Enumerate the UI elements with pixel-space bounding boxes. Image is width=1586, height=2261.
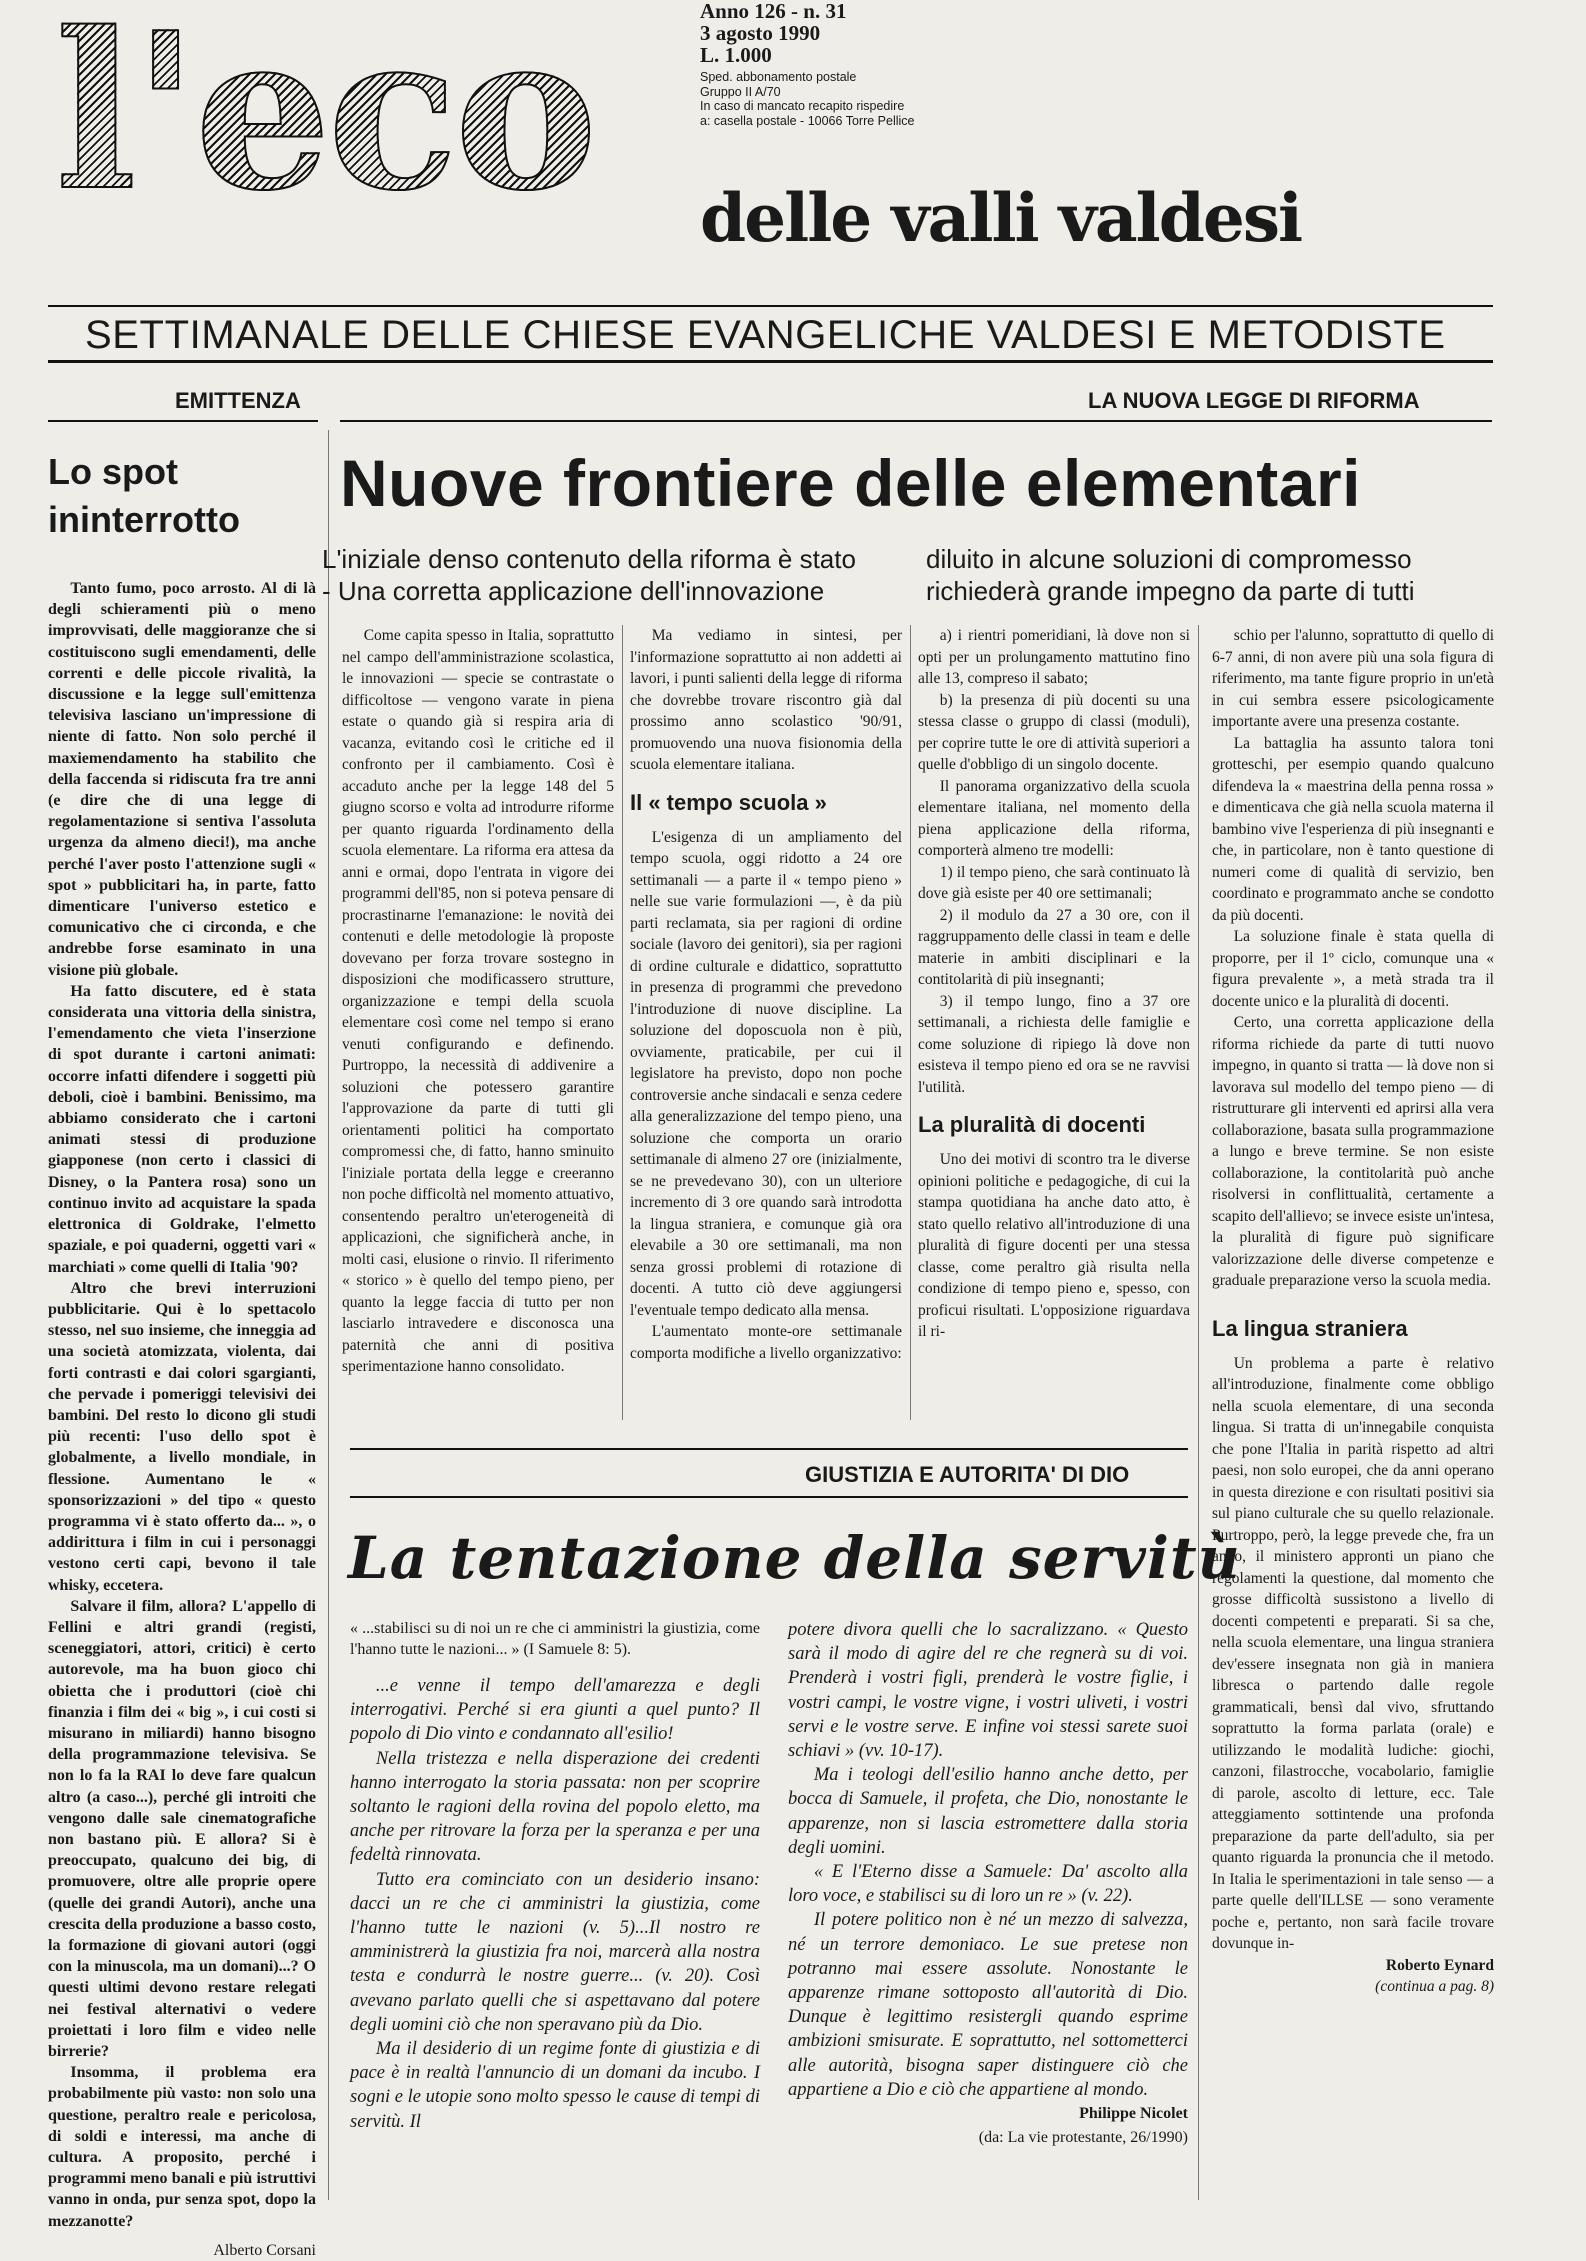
main-kicker: LA NUOVA LEGGE DI RIFORMA <box>1088 388 1420 413</box>
paragraph: Ha fatto discutere, ed è stata considerata una vittoria della sinistra, l'emendamento che vieta l'inserzione di spot durante i cartoni animati: occorre infatti difendere i soggetti più deboli, cioè i bambini. Benissimo, ma abbiamo considerato che i cartoni animati stessi di produzione giapponese (non certo i classici di Disney, o la Pantera rosa) sono un continuo invito ad acquistare la spada elettronica di Goldrake, l'elmetto spaziale, e poi quaderni, oggetti vari « marchiati » come quelli di Italia '90? <box>48 982 316 1276</box>
left-headline: Lo spot ininterrotto <box>48 451 240 540</box>
postal-line: Sped. abbonamento postale <box>700 70 857 84</box>
paragraph: La soluzione finale è stata quella di proporre, per il 1º ciclo, comunque una « figura prevalente », a metà strada tra il docente unico e la pluralità di docenti. <box>1212 928 1494 1010</box>
paragraph: L'aumentato monte-ore settimanale comporta modifiche a livello organizzativo: <box>630 1323 902 1362</box>
paragraph: potere divora quelli che lo sacralizzano. « Questo sarà il modo di agire del re che regnerà su di voi. Prenderà i vostri figli, prenderà le vostre figlie, i vostri campi, le vostre vigne, i vostri uliveti, i vostri servi e le vostre serve. E infine voi stessi sarete suoi schiavi » (vv. 10-17). <box>788 1620 1188 1762</box>
paragraph: Come capita spesso in Italia, soprattutto nel campo dell'amministrazione scolastica, le innovazioni — specie se contrastate o difficoltose — vengono varate in piena estate o quando già si respira aria di vacanza, evitando così le critiche ed il confronto per il cambiamento. Così è accaduto anche per la legge 148 del 5 giugno scorso e volta ad introdurre riforme per quanto riguarda l'ordinamento della scuola elementare. La riforma era attesa da anni e ormai, dopo l'entrata in vigore dei programmi dell'85, non si poteva pensare di procrastinarne l'emanazione: le novità dei contenuti e delle metodologie là proposte dovevano per forza trovare sostegno in disposizioni che modificassero strutture, organizzazione e tempi della scuola elementare così come nel tempo si erano venuti configurando e definendo. Purtroppo, la necessità di addivenire a soluzioni che potessero garantire l'approvazione da parte di tutti gli orientamenti politici ha comportato compromessi che, di fatto, hanno sminuito l'iniziale portata della legge e creeranno non poche difficoltà nel momento attuativo, consentendo peraltro un'eterogeneità di applicazioni, che significherà anche, in molti casi, elusione o rinvio. Il riferimento « storico » è quello del tempo pieno, per quanto la legge faccia di tutto per non lasciarlo intravedere e disconosca una paternità che anni di positiva sperimentazione hanno consolidato. <box>342 627 614 1375</box>
issue-date: 3 agosto 1990 <box>700 21 821 45</box>
paragraph: Nella tristezza e nella disperazione dei credenti hanno interrogato la storia passata: non per scoprire soltanto le ragioni della rovina del popolo eletto, ma anche per ritrovare la forza per la speranza e per una fedeltà rinnovata. <box>350 1748 760 1866</box>
story2-headline: La tentazione della servitù <box>348 1524 1241 1592</box>
main-headline: Nuove frontiere delle elementari <box>340 446 1361 520</box>
paragraph: b) la presenza di più docenti su una stessa classe o gruppo di classi (moduli), per coprire tutte le ore di attività superiori a quelle d'obbligo di un singolo docente. <box>918 691 1190 773</box>
masthead-rule <box>48 360 1493 363</box>
section-rule <box>350 1448 1188 1450</box>
kicker-rule <box>340 420 1492 422</box>
column-divider <box>622 625 623 1420</box>
masthead-rule <box>48 305 1493 307</box>
column-divider <box>328 430 329 2200</box>
deck-line: L'iniziale denso contenuto della riforma è stato <box>322 544 856 574</box>
paragraph: Ma vediamo in sintesi, per l'informazione soprattutto ai non addetti ai lavori, i punti salienti della legge di riforma che dovrebbe trovare riscontro già dal prossimo anno scolastico '90/91, promuovendo una nuova fisionomia della scuola elementare italiana. <box>630 627 902 773</box>
paragraph: Insomma, il problema era probabilmente più vasto: non solo una questione, peraltro reale e pericolosa, di soldi e interessi, ma anche di cultura. A proposito, perché i programmi meno banali e più istruttivi vanno in onda, pur senza spot, dopo la mezzanotte? <box>48 2064 316 2230</box>
paragraph: 1) il tempo pieno, che sarà continuato là dove già esiste per 40 ore settimanali; <box>918 863 1190 902</box>
subhead-pluralita: La pluralità di docenti <box>918 1112 1146 1137</box>
column-divider <box>910 625 911 1420</box>
continued-note: (continua a pag. 8) <box>1375 1978 1494 1995</box>
paragraph: Il potere politico non è né un mezzo di salvezza, né un terrore demoniaco. Le sue pretese non potranno mai essere assolute. Nonostante le apparenze rimane sottoposto all'autorità di Dio. Dunque è legittimo resistergli quando esprime ambizioni smisurate. E soprattutto, nel sottometterci alle autorità, bisogna saper distinguere ciò che appartiene a Dio e ciò che appartiene al mondo. <box>788 1910 1188 2100</box>
postal-line: In caso di mancato recapito rispedire <box>700 99 905 113</box>
paragraph: « E l'Eterno disse a Samuele: Da' ascolto alla loro voce, e stabilisci su di loro un re » (v. 22). <box>788 1862 1188 1907</box>
postal-line: a: casella postale - 10066 Torre Pellice <box>700 113 915 128</box>
main-col-4 <box>1212 625 1494 2210</box>
paragraph: Certo, una corretta applicazione della riforma richiede da parte di tutti nuovo impegno, in quanto si tratta — là dove non si lavorava sul modello del tempo pieno — di ristrutturare gli interventi ed aprirsi alla vera collaborazione, basata sulla programmazione a lungo e breve termine. Se non esiste collaborazione, la contitolarità può anche risolversi in conflittualità, certamente a scapito dell'allievo; se invece esiste un'intesa, la pluralità di figure può significare valorizzazione delle diverse competenze e graduale preparazione verso la scuola media. <box>1212 1014 1494 1289</box>
paragraph: L'esigenza di un ampliamento del tempo scuola, oggi ridotto a 24 ore settimanali — a parte il « tempo pieno » nelle sue varie formulazioni —, è da più parti reclamata, sia per ragioni di ordine sociale (lavoro dei genitori), sia per ragioni di ordine culturale e didattico, soprattutto in presenza di programmi che prevedono l'introduzione di nuove discipline. La soluzione del doposcuola non è più, ovviamente, praticabile, per cui il legislatore ha previsto, dopo non poche controversie anche sindacali e senza cedere alla generalizzazione del tempo pieno, una soluzione che comporta un orario settimanale di almeno 27 ore (inizialmente, se ne prevedevano 30), con un ulteriore incremento di 3 ore quando sarà introdotta la lingua straniera, e comunque già ora elevabile a 30 ore settimanali, ma non senza grossi problemi di rotazione di docenti. A tutto ciò deve aggiungersi l'eventuale tempo dedicato alla mensa. <box>630 828 902 1319</box>
paragraph: schio per l'alunno, soprattutto di quello di 6-7 anni, di non avere più una sola figura di riferimento, ma tante figure proprio in un'età in cui sembra essere psicologicamente importante avere una presenza costante. <box>1212 627 1494 730</box>
issue-number: Anno 126 - n. 31 <box>700 0 847 23</box>
column-divider <box>1198 625 1199 2200</box>
paragraph: Tutto era cominciato con un desiderio insano: dacci un re che ci amministri la giustizia, come l'hanno tutte le nazioni (v. 5)...Il nostro re amministrerà la giustizia fra noi, marcerà alla nostra testa e condurrà le nostre guerre... (v. 20). Così avevano parlato quelli che si aspettavano dal potere degli uomini ciò che non speravano più da Dio. <box>350 1869 760 2035</box>
paragraph: Uno dei motivi di scontro tra le diverse opinioni politiche e pedagogiche, di cui la stampa quotidiana ha anche dato atto, è stato quello relativo all'introduzione di una pluralità di figure docenti per una stessa classe, come peraltro già risulta nella condizione di tempo pieno e, spesso, con proficui risultati. L'opposizione riguardava il ri- <box>918 1151 1190 1340</box>
source-note: (da: La vie protestante, 26/1990) <box>978 2129 1188 2147</box>
issue-info <box>700 0 1000 128</box>
masthead-title: delle valli valdesi <box>700 179 1302 257</box>
author: Philippe Nicolet <box>1079 2105 1188 2123</box>
deck-line: - Una corretta applicazione dell'innovazione <box>322 576 825 606</box>
paragraph: Ma i teologi dell'esilio hanno anche detto, per bocca di Samuele, il profeta, che Dio, nonostante le apparenze, non si lascia estromettere dalla storia degli uomini. <box>788 1765 1188 1858</box>
paragraph: Altro che brevi interruzioni pubblicitarie. Qui è lo spettacolo stesso, nel suo insieme, che inneggia ad una società atomizzata, violenta, dai forti contrasti e dai colori sgargianti, che pervade i pomeriggi televisivi dei bambini. Del resto lo dicono gli studi più recenti: l'uso dello spot è globalmente, a livello mondiale, in flessione. Aumentano le « sponsorizzazioni » del tipo « questo programma vi è stato offerto da... », o addirittura i film in cui i personaggi vestono certi capi, bevono il tale whisky, eccetera. <box>48 1279 316 1594</box>
paragraph: Salvare il film, allora? L'appello di Fellini e altri grandi (registi, sceneggiatori, attori, critici) è certo autorevole, ma ha buon gioco chi obietta che i produttori (cioè chi finanzia i film dei « big », i cui costi si misurano in miliardi) hanno bisogno della programmazione televisiva. Se non lo fa la RAI lo deve fare qualcun altro (a caso...), perché gli introiti che vengono dalle sale cinematografiche non bastano più. E allora? Si è preoccupato, qualcuno dei big, di promuovere, oltre alle proprie opere (quelle dei grandi Autori), anche una crescita della produzione a basso costo, la formazione di giovani autori (oggi con la minuscola, ma un domani)...? O questi ultimi devono restare relegati nei festival alternativi o vedere proiettati i loro film e video nelle birrerie? <box>48 1597 316 2061</box>
issue-price: L. 1.000 <box>700 43 772 67</box>
paragraph: ...e venne il tempo dell'amarezza e degli interrogativi. Perché si era giunti a quel punto? Il popolo di Dio vinto e condannato all'esilio! <box>350 1676 760 1745</box>
paragraph: Tanto fumo, poco arrosto. Al di là degli schieramenti più o meno improvvisati, delle maggioranze che si costituiscono sugli emendamenti, delle correnti e delle piccole rivalità, la discussione e la legge sull'emittenza televisiva lasciano un'impressione di niente di fatto. Non solo perché il maxiemendamento ha stabilito che della faccenda si ridiscuta fra tre anni (e dire che di una legge di regolamentazione si sentiva l'assoluta urgenza da almeno dieci!), ma anche perché l'aver posto l'attenzione sugli « spot » pubblicitari ha, in parte, fatto dimenticare l'universo estetico e comunicativo che ci circonda, e che andrebbe forse esaminato in una visione più globale. <box>48 580 316 979</box>
masthead-subtitle: SETTIMANALE DELLE CHIESE EVANGELICHE VALDESI E METODISTE <box>85 313 1446 357</box>
left-kicker: EMITTENZA <box>175 388 301 413</box>
paragraph: Ma il desiderio di un regime fonte di giustizia e di pace è in realtà l'annuncio di un domani da incubo. I sogni e le utopie sono molto spesso le cause di tempi di servitù. Il <box>350 2039 760 2132</box>
author: Roberto Eynard <box>1385 1956 1494 1974</box>
paragraph: La battaglia ha assunto talora toni grotteschi, per esempio quando qualcuno difendeva la « maestrina della penna rossa » e dimenticava che già nella scuola materna il bambino vive l'esperienza di più insegnanti e che, in particolare, non è tanto questione di numeri come di qualità di servizio, ben coordinato e programmato anche se condotto da più docenti. <box>1212 734 1494 924</box>
deck-line: richiederà grande impegno da parte di tutti <box>926 576 1415 606</box>
epigraph: « ...stabilisci su di noi un re che ci amministri la giustizia, come l'hanno tutte le nazioni... » (I Samuele 8: 5). <box>350 1620 760 1658</box>
paragraph: 2) il modulo da 27 a 30 ore, con il raggruppamento delle classi in team e delle materie in ambiti disciplinari e la contitolarità di più insegnanti; <box>918 906 1190 988</box>
left-story-body <box>48 578 316 2259</box>
author: Alberto Corsani <box>213 2241 316 2259</box>
main-col-1 <box>342 625 614 1425</box>
paragraph: 3) il tempo lungo, fino a 37 ore settimanali, a richiesta delle famiglie e come soluzione di ripiego là dove non esisteva il tempo pieno ed ora se ne ravvisi l'utilità. <box>918 992 1190 1096</box>
deck-line: diluito in alcune soluzioni di compromesso <box>926 544 1412 574</box>
paragraph: Un problema a parte è relativo all'introduzione, finalmente come obbligo nella scuola elementare, di una seconda lingua. Si tratta di un'innegabile conquista che pone l'Italia in parità rispetto ad altri paesi, non solo europei, che da anni operano in questa direzione e con risultati positivi sia sul piano culturale che su quello relazionale. Purtroppo, però, la legge prevede che, fra un anno, il ministero approntі un piano che regolamenti la questione, dal momento che grosse difficoltà sussistono a livello di docenti competenti e preparati. Si sa che, nella scuola elementare, una lingua straniera dev'essere insegnata non già in maniera libresca o partendo dalle regole grammaticali, bensì dal vivo, sfruttando soprattutto la forma parlata (orale) e utilizzando le modalità ludiche: giochi, canzoni, filastrocche, vocabolario, famiglie di parole, ascolto di letture, ecc. Tale atteggiamento sottintende una profonda preparazione da parte dell'adulto, sia per quanto riguarda la pronuncia che il metodo. In Italia le sperimentazioni in tale senso — a parte quelle dell'ILLSE — sono veramente poche e, pertanto, non sarà facile trovare dovunque in- <box>1212 1354 1494 1952</box>
paragraph: a) i rientri pomeridiani, là dove non si opti per un prolungamento mattutino fino alle 13, compreso il sabato; <box>918 627 1190 687</box>
subhead-tempo-scuola: Il « tempo scuola » <box>630 789 827 815</box>
main-col-3 <box>918 625 1190 1425</box>
paragraph: Il panorama organizzativo della scuola elementare italiana, nel momento della piena applicazione della riforma, comporterà almeno tre modelli: <box>918 777 1190 859</box>
story2-kicker: GIUSTIZIA E AUTORITA' DI DIO <box>805 1462 1130 1487</box>
main-col-2 <box>630 625 902 1425</box>
story2-col-1 <box>350 1618 760 2208</box>
masthead-logo: l'eco <box>55 0 675 262</box>
subhead-lingua: La lingua straniera <box>1212 1315 1408 1341</box>
kicker-rule <box>48 420 318 422</box>
section-rule <box>350 1496 1188 1498</box>
postal-line: Gruppo II A/70 <box>700 84 781 99</box>
story2-col-2 <box>788 1618 1188 2208</box>
